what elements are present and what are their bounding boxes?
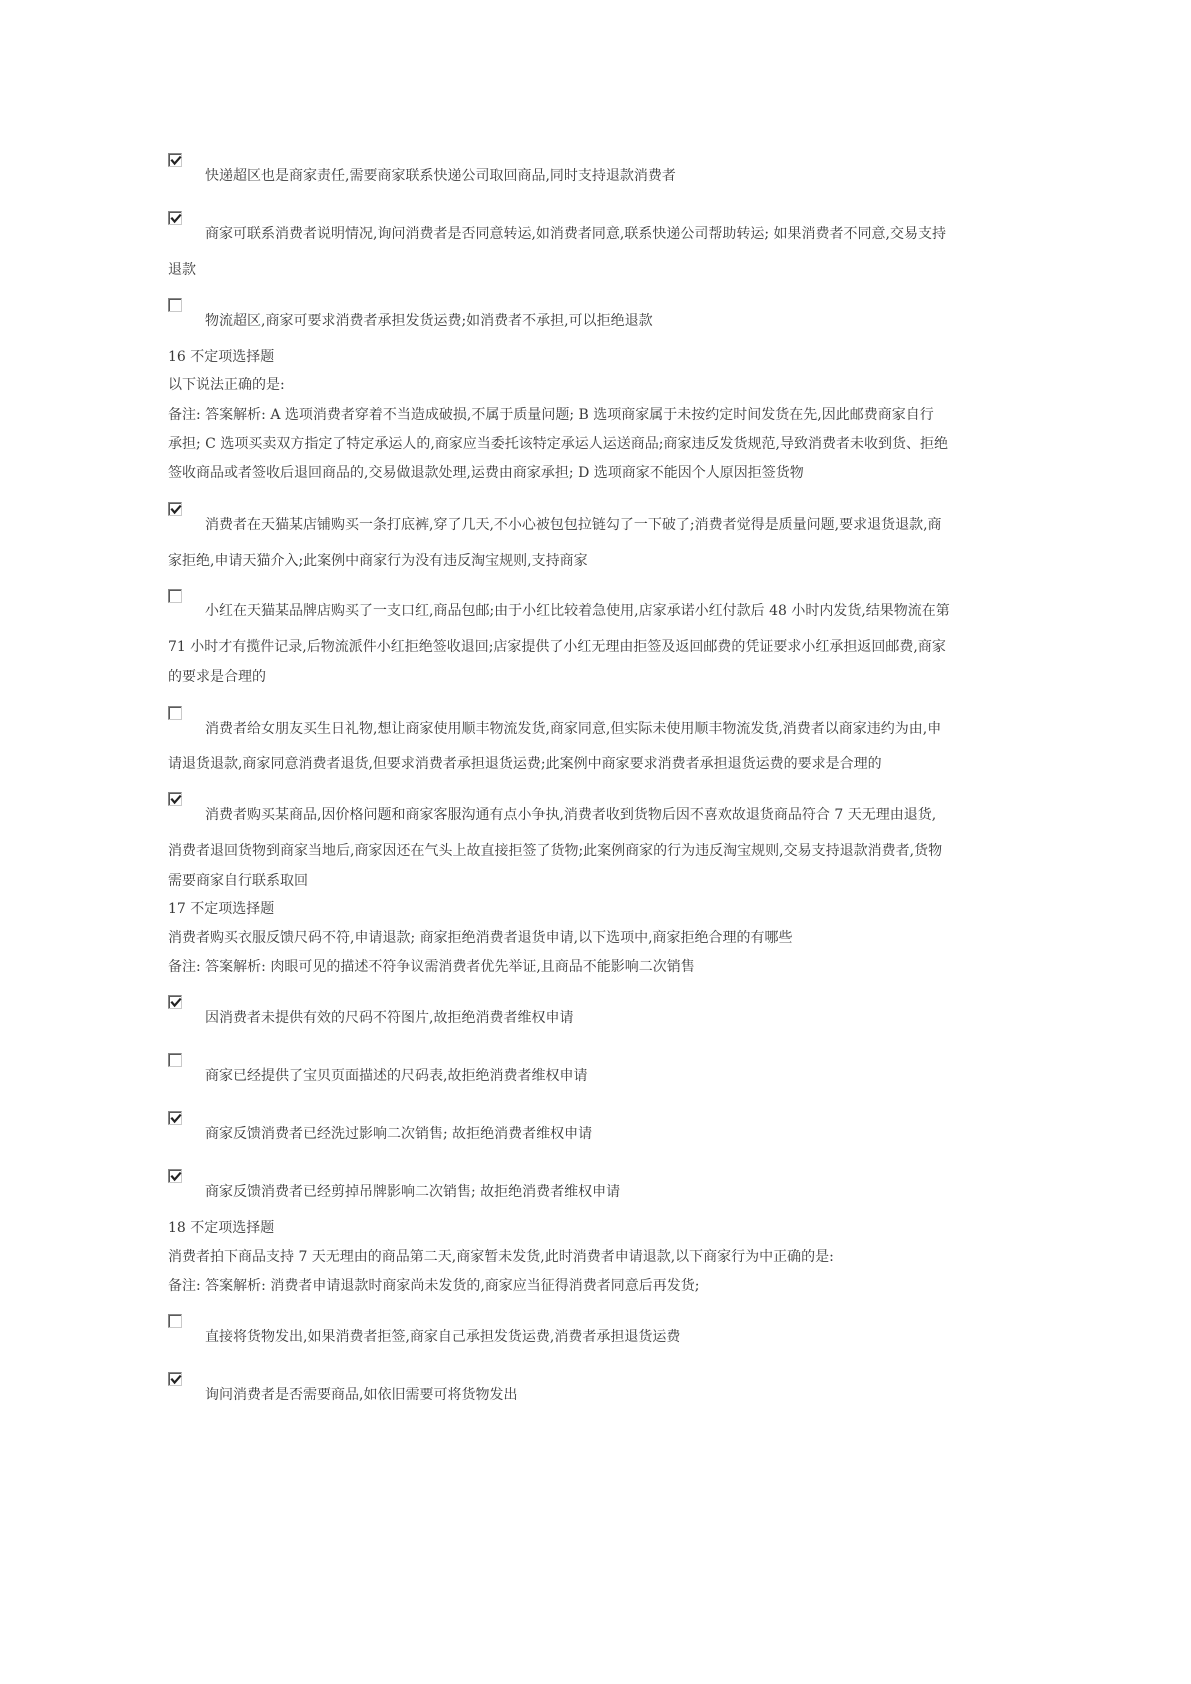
checkmark-icon <box>169 1170 183 1184</box>
q18-note-line1: 备注: 答案解析: 消费者申请退款时商家尚未发货的,商家应当征得消费者同意后再发货; <box>168 1278 700 1294</box>
q16-option-a-text-line1: 消费者在天猫某店铺购买一条打底裤,穿了几天,不小心被包包拉链勾了一下破了;消费者觉得是质量问题,要求退货退款,商 <box>205 517 942 533</box>
q17-option-b-checkbox[interactable] <box>168 1053 182 1067</box>
q16-option-b-text-line1: 小红在天猫某品牌店购买了一支口红,商品包邮;由于小红比较着急使用,店家承诺小红付款后 48 小时内发货,结果物流在第 <box>205 603 950 619</box>
q17-note-line1: 备注: 答案解析: 肉眼可见的描述不符争议需消费者优先举证,且商品不能影响二次销售 <box>168 959 695 975</box>
q17-option-d-checkbox[interactable] <box>168 1169 182 1183</box>
q18-header: 18 不定项选择题 <box>168 1220 275 1236</box>
q17-option-d-text: 商家反馈消费者已经剪掉吊牌影响二次销售; 故拒绝消费者维权申请 <box>205 1184 621 1200</box>
q15-option-a-checkbox[interactable] <box>168 153 182 167</box>
q16-option-d-text-line3: 需要商家自行联系取回 <box>168 873 308 889</box>
q18-option-b-text: 询问消费者是否需要商品,如依旧需要可将货物发出 <box>205 1387 518 1403</box>
q17-question: 消费者购买衣服反馈尺码不符,申请退款; 商家拒绝消费者退货申请,以下选项中,商家拒绝合理的有哪些 <box>168 930 793 946</box>
q16-option-d-text-line1: 消费者购买某商品,因价格问题和商家客服沟通有点小争执,消费者收到货物后因不喜欢故退货商品符合 7 天无理由退货, <box>205 807 937 823</box>
q15-option-b-checkbox[interactable] <box>168 211 182 225</box>
checkmark-icon <box>169 1373 183 1387</box>
q16-option-d-checkbox[interactable] <box>168 792 182 806</box>
q15-option-b-text-line2: 退款 <box>168 262 196 278</box>
checkmark-icon <box>169 212 183 226</box>
q16-option-a-checkbox[interactable] <box>168 502 182 516</box>
q17-option-c-checkbox[interactable] <box>168 1111 182 1125</box>
q18-option-b-checkbox[interactable] <box>168 1372 182 1386</box>
q16-option-c-text-line1: 消费者给女朋友买生日礼物,想让商家使用顺丰物流发货,商家同意,但实际未使用顺丰物流发货,消费者以商家违约为由,申 <box>205 721 942 737</box>
q16-option-c-checkbox[interactable] <box>168 706 182 720</box>
q16-option-a-text-line2: 家拒绝,申请天猫介入;此案例中商家行为没有违反淘宝规则,支持商家 <box>168 553 588 569</box>
q17-option-a-checkbox[interactable] <box>168 995 182 1009</box>
q16-note-line3: 签收商品或者签收后退回商品的,交易做退款处理,运费由商家承担; D 选项商家不能因个人原因拒签货物 <box>168 465 804 481</box>
q15-option-a-text: 快递超区也是商家责任,需要商家联系快递公司取回商品,同时支持退款消费者 <box>205 168 676 184</box>
q16-option-d-text-line2: 消费者退回货物到商家当地后,商家因还在气头上故直接拒签了货物;此案例商家的行为违反淘宝规则,交易支持退款消费者,货物 <box>168 843 943 859</box>
checkmark-icon <box>169 503 183 517</box>
q16-note-line2: 承担; C 选项买卖双方指定了特定承运人的,商家应当委托该特定承运人运送商品;商家违反发货规范,导致消费者未收到货、拒绝 <box>168 436 948 452</box>
q17-header: 17 不定项选择题 <box>168 901 275 917</box>
checkmark-icon <box>169 996 183 1010</box>
q16-question: 以下说法正确的是: <box>168 377 285 393</box>
q15-option-c-checkbox[interactable] <box>168 298 182 312</box>
q17-option-a-text: 因消费者未提供有效的尺码不符图片,故拒绝消费者维权申请 <box>205 1010 574 1026</box>
q18-option-a-checkbox[interactable] <box>168 1314 182 1328</box>
q15-option-b-text-line1: 商家可联系消费者说明情况,询问消费者是否同意转运,如消费者同意,联系快递公司帮助转运; 如果消费者不同意,交易支持 <box>205 226 946 242</box>
q16-header: 16 不定项选择题 <box>168 349 275 365</box>
q16-option-c-text-line2: 请退货退款,商家同意消费者退货,但要求消费者承担退货运费;此案例中商家要求消费者承担退货运费的要求是合理的 <box>168 756 882 772</box>
q17-option-c-text: 商家反馈消费者已经洗过影响二次销售; 故拒绝消费者维权申请 <box>205 1126 593 1142</box>
checkmark-icon <box>169 154 183 168</box>
q18-option-a-text: 直接将货物发出,如果消费者拒签,商家自己承担发货运费,消费者承担退货运费 <box>205 1329 681 1345</box>
checkmark-icon <box>169 793 183 807</box>
q15-option-c-text: 物流超区,商家可要求消费者承担发货运费;如消费者不承担,可以拒绝退款 <box>205 313 653 329</box>
q18-question: 消费者拍下商品支持 7 天无理由的商品第二天,商家暂未发货,此时消费者申请退款,以下商家行为中正确的是: <box>168 1249 834 1265</box>
q16-note-line1: 备注: 答案解析: A 选项消费者穿着不当造成破损,不属于质量问题; B 选项商家属于未按约定时间发货在先,因此邮费商家自行 <box>168 407 934 423</box>
q16-option-b-text-line3: 的要求是合理的 <box>168 669 266 685</box>
checkmark-icon <box>169 1112 183 1126</box>
q17-option-b-text: 商家已经提供了宝贝页面描述的尺码表,故拒绝消费者维权申请 <box>205 1068 588 1084</box>
q16-option-b-checkbox[interactable] <box>168 589 182 603</box>
q16-option-b-text-line2: 71 小时才有揽件记录,后物流派件小红拒绝签收退回;店家提供了小红无理由拒签及返回邮费的凭证要求小红承担返回邮费,商家 <box>168 639 946 655</box>
